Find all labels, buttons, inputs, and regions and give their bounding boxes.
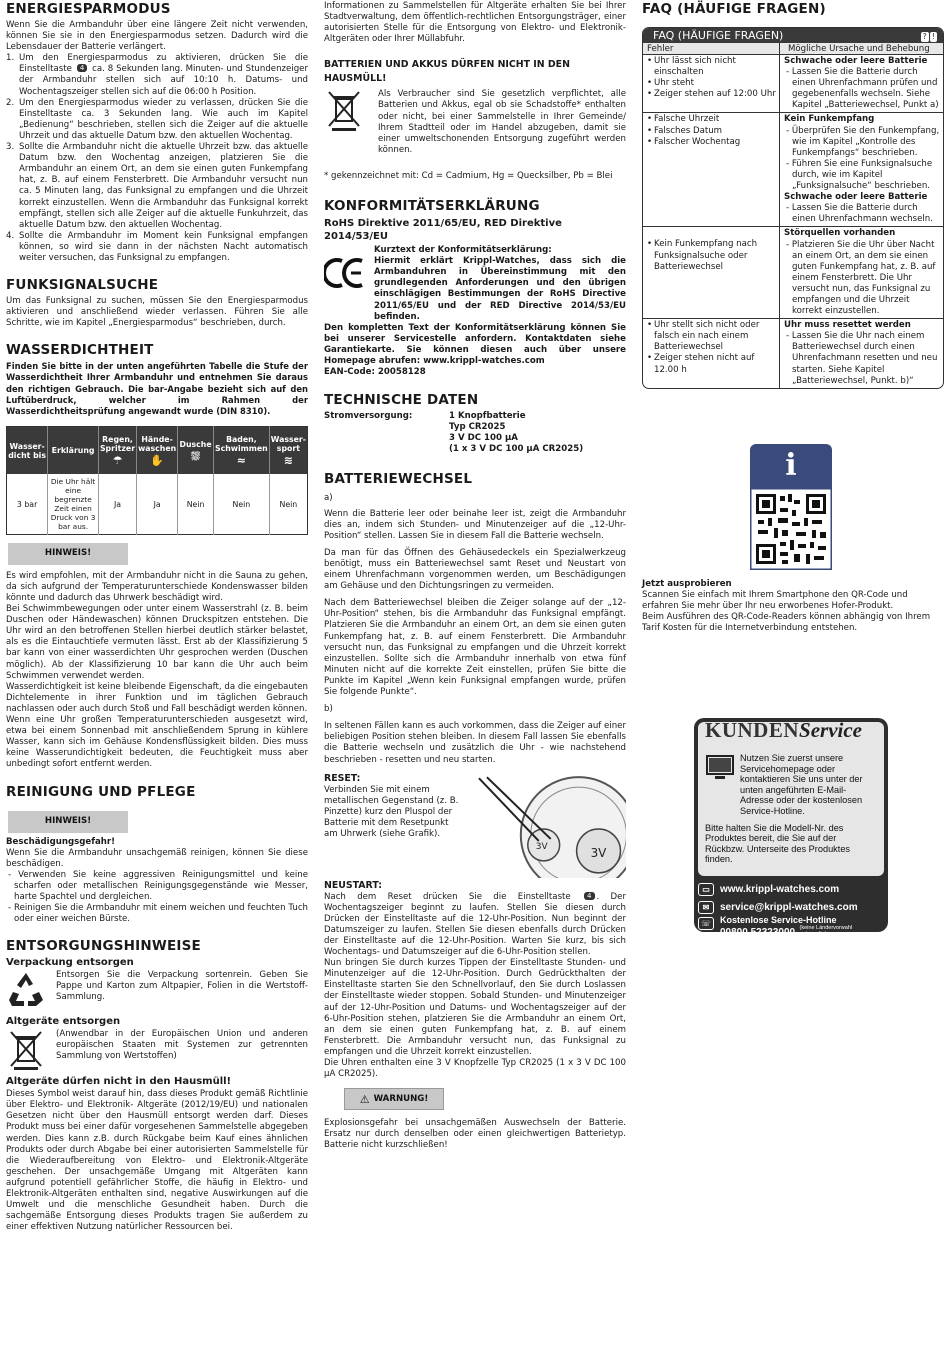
neustart-text: Nach dem Reset drücken Sie die Einstelltaste 4 . Der Wochentagszeiger beginnt zu laufen. Stellen Sie diesen durch Drücken der Einstelltaste auf die 12-Uhr-Position. Nun beginnt der Datumszeiger zu laufen. Stellen Sie diesen ebenfalls durch Drücken der Einstelltaste auf die 12-Uhr-Position. Warten Sie kurz, bis sich Wochentags- und Datumszeiger auf die 6-Uhr-Position stellen. [324, 891, 626, 958]
table-cell: Nein [178, 474, 214, 534]
phone-icon: ☏ [698, 917, 714, 930]
column-right [642, 0, 944, 634]
handwash-icon: ✋ [150, 454, 164, 468]
altgeraete-block [6, 1029, 308, 1071]
service-line1: Nutzen Sie zuerst unsere Servicehomepage oder kontaktieren Sie uns unter der unten angeführten E-Mail-Adresse oder der kostenlosen Service-Hotline. [740, 753, 863, 816]
list-item: - Reinigen Sie die Armbanduhr mit einem weichen und feuchten Tuch oder einer weichen Bürste. [8, 902, 308, 925]
website-icon [705, 753, 735, 783]
battery-label: 3V [535, 841, 548, 852]
section-title-energiesparmodus: ENERGIESPARMODUS [6, 1, 171, 17]
globe-icon: ▭ [698, 883, 714, 896]
konformitaet-more: Den kompletten Text der Konformitätserklärung können Sie bei unserer Servicestelle anfordern. Kontaktdaten siehe Garantiekarte. Sie können diesen auch über unsere Homepage abrufen: www.krippl-watches.com [324, 322, 626, 366]
table-cell: 3 bar [7, 474, 48, 534]
table-header: Wasser-dicht bis [7, 426, 48, 474]
batteriewechsel-b-text: In seltenen Fällen kann es auch vorkommen, dass die Zeiger auf einer beliebigen Position stehen bleiben. In diesem Fall lassen Sie ebenfalls die Batterie wechseln und zusätzlich die Uhr - wie nachstehend beschrieben - resetten und neu starten. [324, 721, 626, 765]
warning-icon: ⚠ [359, 1092, 370, 1106]
batterien-block [324, 89, 626, 156]
shower-icon: ⛆ [191, 449, 200, 463]
table-header: Erklärung [48, 426, 99, 474]
section-title-konformitaet: KONFORMITÄTSERKLÄRUNG [324, 198, 540, 215]
funksignalsuche-text: Um das Funksignal zu suchen, müssen Sie den Energiesparmodus aktivieren und anschließend wieder verlassen. Führen Sie alle Schritte, wie im Kapitel „Energiesparmodus“ beschrieben, durch. [6, 296, 308, 329]
key-4-icon: 4 [584, 892, 594, 900]
envelope-icon: ✉ [698, 901, 714, 914]
verpackung-title: Verpackung entsorgen [6, 957, 134, 969]
service-email[interactable]: ✉ service@krippl-watches.com [698, 899, 884, 915]
table-cell: Nein [213, 474, 269, 534]
hausmuell-title: Altgeräte dürfen nicht in den Hausmüll! [6, 1076, 232, 1088]
qr-code[interactable] [750, 488, 832, 570]
list-item: 2. Um den Energiesparmodus wieder zu verlassen, drücken Sie die Einstelltaste ca. 3 Sekunden lang. Wie auch im Kapitel „Bedienung“ beschrieben, stellen sich die Zeiger auf die aktuelle Uhrzeit und das aktuelle Datum bzw. den aktuellen Wochentag. [6, 97, 308, 141]
list-item: 3. Sollte die Armbanduhr nicht die aktuelle Uhrzeit bzw. das aktuelle Datum bzw. den Wochentag anzeigen, platzieren Sie die Armbanduhr an einem Ort, an dem sie einen guten Funkempfang hat, z. B. auf einem Fensterbrett. Die Armbanduhr versucht nun ca. 5 Minuten lang, das Funksignal zu empfangen und die Uhrzeit korrekt einzustellen. Wenn die Armbanduhr das Funksignal korrekt empfängt, stellen sich alle Zeiger auf die aktuelle Funkuhrzeit, das aktuelle Datum bzw. den aktuellen Wochentag. [6, 142, 308, 230]
hinweis-badge: HINWEIS! [8, 811, 128, 833]
rain-icon: ☂ [112, 454, 123, 468]
konformitaet-block [324, 245, 626, 323]
list-item: 4. Sollte die Armbanduhr im Moment kein Funksignal empfangen können, so wird sie dann in der nächsten Nacht automatisch weiter versuchen, das Funksignal zu empfangen. [6, 230, 308, 263]
reinigung-text: Wenn Sie die Armbanduhr unsachgemäß reinigen, können Sie diese beschädigen. [6, 847, 308, 869]
section-title-wasserdichtheit: WASSERDICHTHEIT [6, 342, 154, 359]
qr-text: Scannen Sie einfach mit Ihrem Smartphone den QR-Code und erfahren Sie mehr über Ihr neu erworbenes Hofer-Produkt. Beim Ausführen des QR-Code-Readers können abhängig von Ihrem Tarif Kosten für die Internetverbindung entstehen. [642, 590, 931, 634]
battery-label: 3V [590, 845, 606, 860]
service-info [698, 718, 884, 876]
table-row: • Kein Funkempfang nach Funksignalsuche oder Batteriewechsel Störquellen vorhanden - Platzieren Sie die Uhr über Nacht an einem Ort, an dem sie einen guten Funkempfang hat, z. B. auf einem Fensterbrett. Die Uhr versucht nun, das Funksignal zu empfangen und die Uhrzeit korrekt einzustellen. [643, 227, 943, 319]
watersport-icon: ≋ [283, 454, 293, 468]
ce-mark-icon [324, 253, 366, 293]
kundenservice-logo: KUNDENService [705, 718, 862, 742]
customer-service-box [694, 718, 888, 939]
ean-code: EAN-Code: 20058128 [324, 367, 426, 378]
section-title-technische-daten: TECHNISCHE DATEN [324, 392, 479, 409]
table-row: • Falsche Uhrzeit • Falsches Datum • Falscher Wochentag Kein Funkempfang - Überprüfen Sie den Funkempfang, wie im Kapitel „Kontrolle des Funkempfangs“ beschrieben. - Führen Sie eine Funksignalsuche durch, wie im Kapitel „Funksignalsuche“ beschrieben. Schwache oder leere Batterie - Lassen Sie die Batterie durch einen Uhrenfachmann wechseln. [643, 113, 943, 227]
crossed-bin-icon [324, 89, 364, 133]
section-title-reinigung: REINIGUNG UND PFLEGE [6, 783, 196, 800]
table-cell: Ja [98, 474, 136, 534]
sammelstellen-text: Informationen zu Sammelstellen für Altgeräte erhalten Sie bei Ihrer Stadtverwaltung, dem öffentlich-rechtlichen Entsorgungsträger, einer autorisierten Stelle für die Entsorgung von Elektro- und Elektronik-Altgeräten oder Ihrer Müllabfuhr. [324, 1, 626, 45]
tech-values: 1 Knopfbatterie Typ CR2025 3 V DC 100 µA (1 x 3 V DC 100 µA CR2025) [449, 411, 584, 455]
batterien-footnote: * gekennzeichnet mit: Cd = Cadmium, Hg = Quecksilber, Pb = Blei [324, 170, 613, 181]
tech-data-row [324, 411, 626, 455]
battery-reset-diagram [459, 773, 626, 878]
table-header: Baden, Schwimmen ≈ [213, 426, 269, 474]
section-title-entsorgung: ENTSORGUNGSHINWEISE [6, 938, 201, 955]
batteriewechsel-a-text3: Nach dem Batteriewechsel bleiben die Zeiger solange auf der „12-Uhr-Position“ stehen, bis die Armbanduhr das Funksignal empfängt. Platzieren Sie die Armbanduhr an einem Ort, an dem sie einen guten Funkempfang hat, z. B. auf einem Fensterbrett. Die Armbanduhr versucht nun, das Funksignal zu empfangen und die Uhrzeit korrekt einzustellen. Sollte sich die Armbanduhr innerhalb von etwa fünf Minuten nicht auf die korrekte Zeit einstellen, prüfen Sie bitte die Punkte im Kapitel „Wenn kein Funksignal empfangen wurde, prüfen Sie folgende Punkte“. [324, 598, 626, 698]
section-title-batteriewechsel: BATTERIEWECHSEL [324, 470, 473, 487]
qr-title: Jetzt ausprobieren [642, 579, 732, 589]
faq-box-header: FAQ (HÄUFIGE FRAGEN) ? ! [643, 28, 943, 43]
service-hotline[interactable]: ☏ Kostenlose Service-Hotline 00800 52323000 (keine Ländervorwahl notwendig) [698, 915, 884, 938]
list-item: 1. Um den Energiesparmodus zu aktivieren, drücken Sie die Einstelltaste 4 ca. 8 Sekunden lang. Minuten- und Stundenzeiger der Armbanduhr stellen sich auf 10:10 h. Datums- und Wochentagszeiger stellen sich auf die 06:00 h Position. [6, 53, 308, 97]
verpackung-text: Entsorgen Sie die Verpackung sortenrein. Geben Sie Pappe und Karton zum Altpapier, Folien in die Wertstoff-Sammlung. [56, 970, 308, 1003]
recycle-icon [6, 970, 46, 1010]
neustart-text3: Die Uhren enthalten eine 3 V Knopfzelle Typ CR2025 (1 x 3 V DC 100 µA CR2025). [324, 1058, 626, 1080]
reset-title: RESET: [324, 772, 361, 784]
verpackung-block [6, 970, 308, 1010]
key-4-icon: 4 [77, 64, 87, 72]
altgeraete-text: (Anwendbar in der Europäischen Union und anderen europäischen Staaten mit Systemen zur getrennten Sammlung von Wertstoffen) [56, 1029, 308, 1062]
batterien-title: BATTERIEN UND AKKUS DÜRFEN NICHT IN DEN HAUSMÜLL! [324, 59, 570, 85]
table-header: Regen, Spritzer ☂ [98, 426, 136, 474]
faq-bubbles-icon: ? ! [922, 32, 935, 41]
column-middle [324, 0, 626, 1151]
info-qr-block [750, 444, 832, 570]
reinigung-subtitle: Beschädigungsgefahr! [6, 836, 116, 847]
table-row: • Uhr stellt sich nicht oder falsch ein nach einem Batteriewechsel • Zeiger stehen nicht auf 12.00 h Uhr muss resettet werden - Lassen Sie die Uhr nach einem Batteriewechsel durch einen Uhrenfachmann resetten und neu starten. Siehe Kapitel „Batteriewechsel, Punkt. b)“ [643, 319, 943, 388]
warning-text: Explosionsgefahr bei unsachgemäßen Auswechseln der Batterie. Ersatz nur durch denselben oder einen gleichwertigen Batterietyp. Batterie nicht kurzschließen! [324, 1118, 626, 1151]
water-resistance-table [6, 426, 308, 535]
batterien-text: Als Verbraucher sind Sie gesetzlich verpflichtet, alle Batterien und Akkus, egal ob sie Schadstoffe* enthalten oder nicht, bei einer Sammelstelle in Ihrer Gemeinde/ Ihrem Stadtteil oder im Handel abzugeben, damit sie einer umweltschonenden Entsorgung zugeführt werden können. [378, 89, 626, 155]
faq-column-headers: Fehler Mögliche Ursache und Behebung [643, 43, 943, 55]
konformitaet-subtitle: RoHS Direktive 2011/65/EU, RED Direktive 2014/53/EU [324, 218, 562, 243]
table-cell: Nein [279, 499, 298, 509]
wasserdichtheit-body: Es wird empfohlen, mit der Armbanduhr nicht in die Sauna zu gehen, da sich aufgrund der Temperaturunterschiede Kondenswasser bilden könnte und dadurch das Uhrwerk beschädigt wird. Bei Schwimmbewegungen oder unter einem Wasserstrahl (z. B. beim Duschen oder Händewaschen) können Druckspitzen entstehen. Die Uhr wird an den betroffenen Stellen hierbei deutlich stärker belastet, als es die Eintauchtiefe vermuten lässt. Erst ab der Klassifizierung 5 bar kann von einer wasserdichten Uhr gesprochen werden (Duschen möglich). Ab der Klassifizierung 10 bar kann die Uhr auch beim Schwimmen verwendet werden. Wasserdichtigkeit ist keine bleibende Eigenschaft, da die eingebauten Dichtelemente in ihrer Funktion und im täglichen Gebrauch nachlassen oder auch durch Stoß und Fall beschädigt werden können. Wenn eine Uhr großen Temperaturunterschieden ausgesetzt wird, etwa bei einem Sonnenbad mit anschließendem Sprung in kühlere Wasser, kann sich im Gehäuse Kondensflüssigkeit bilden. Dies muss keine Wasserundichtigkeit bedeuten, die Feuchtigkeit muss aber unbedingt sofort entfernt werden. [6, 570, 308, 770]
neustart-title: NEUSTART: [324, 879, 382, 891]
konformitaet-kurztext: Kurztext der Konformitätserklärung: [374, 245, 552, 256]
konformitaet-text: Hiermit erklärt Krippl-Watches, dass sich die Armbanduhren in Übereinstimmung mit den grundlegenden Anforderungen und den übrigen einschlägigen Bestimmungen der RoHS Directive 2011/65/EU und der RED Directive 2014/53/EU befinden. [374, 256, 626, 322]
energiesparmodus-intro: Wenn Sie die Armbanduhr über eine längere Zeit nicht verwenden, können Sie sie in den Energiesparmodus setzen. Dadurch wird die Lebensdauer der Batterie verlängert. [6, 20, 308, 53]
section-a-label: a) [324, 492, 333, 503]
warning-badge: ⚠ WARNUNG! [344, 1088, 444, 1110]
hausmuell-text: Dieses Symbol weist darauf hin, dass dieses Produkt gemäß Richtlinie über Elektro- und Elektronik- Altgeräte (2012/19/EU) und nationalen Gesetzen nicht über den Hausmüll entsorgt werden darf. Dieses Produkt muss bei einer dafür vorgesehenen Sammelstelle abgegeben werden. Dies kann z.B. durch Rückgabe beim Kauf eines ähnlichen Produkts oder durch Abgabe bei einer autorisierten Sammelstelle für die Wiederaufbereitung von Elektro- und Elektronik-Altgeräte geschehen. Der unsachgemäße Umgang mit Altgeräten kann aufgrund potentiell gefährlicher Stoffe, die häufig in Elektro- und Elektronik-Altgeräten enthalten sind, negative Auswirkungen auf die Umwelt und die menschliche Gesundheit haben. Durch die sachgemäße Entsorgung dieses Produkts tragen Sie außerdem zu einer effektiven Nutzung natürlicher Ressourcen bei. [6, 1089, 308, 1233]
table-header: Hände-waschen ✋ [137, 426, 178, 474]
energiesparmodus-steps [6, 53, 308, 264]
qr-text-block [642, 579, 944, 634]
wasserdichtheit-intro: Finden Sie bitte in der unten angeführten Tabelle die Stufe der Wasserdichtheit Ihrer Armbanduhr und entnehmen Sie daraus den richtigen Gebrauch. Die bar-Angabe bezieht sich auf den Luftüberdruck, welcher im Rahmen der Wasserdichtheitsprüfung angewandt wurde (DIN 8310). [6, 361, 308, 416]
altgeraete-title: Altgeräte entsorgen [6, 1016, 121, 1028]
hinweis-badge: HINWEIS! [8, 543, 128, 565]
table-row [7, 474, 308, 534]
table-header: Dusche ⛆ [178, 426, 214, 474]
service-website[interactable]: ▭ www.krippl-watches.com [698, 881, 884, 897]
table-row: • Uhr lässt sich nicht einschalten • Uhr steht • Zeiger stehen auf 12:00 Uhr Schwache oder leere Batterie - Lassen Sie die Batterie durch einen Uhrenfachmann prüfen und gegebenenfalls wechseln. Siehe Kapitel „Batteriewechsel, Punkt a) [643, 55, 943, 113]
neustart-text2: Nun bringen Sie durch kurzes Tippen der Einstelltaste Stunden- und Minutenzeiger auf die 12-Uhr-Position. Durch Gedrückthalten der Einstelltaste starten Sie den Schnellvorlauf, den Sie durch Loslassen der Einstelltaste wieder stoppen. Sobald Stunden- und Minutenzeiger auf der 12-Uhr-Position und Datums- und Wochentagszeiger auf der 6-Uhr-Position stehen, platzieren Sie die Armbanduhr an einem Ort, an dem sie einen guten Funkempfang hat, z. B. auf einem Fensterbrett. Die Armbanduhr versucht nun, das Funksignal zu empfangen und die Uhrzeit korrekt einzustellen. [324, 958, 626, 1057]
list-item: - Verwenden Sie keine aggressiven Reinigungsmittel und keine scharfen oder metallischen Reinigungsgegenstände wie Messer, harte Spachtel und dergleichen. [8, 869, 308, 902]
faq-table [642, 27, 944, 389]
section-title-funksignalsuche: FUNKSIGNALSUCHE [6, 277, 159, 294]
section-b-label: b) [324, 704, 333, 715]
table-cell: Die Uhr hält eine begrenzte Zeit einen Druck von 3 bar aus. [48, 474, 99, 534]
column-left [6, 0, 308, 1233]
info-icon: i [750, 444, 832, 488]
reset-block [324, 773, 626, 878]
batteriewechsel-a-text2: Da man für das Öffnen des Gehäusedeckels ein Spezialwerkzeug benötigt, muss ein Batteriewechsel samt Reset und Neustart von einem Uhrenfachmann vorgenommen werden, um Beschädigungen am Gehäuse und den Dichtungsringen zu vermeiden. [324, 547, 626, 592]
table-header: Wasser-sport ≋ [269, 426, 307, 474]
swimming-icon: ≈ [236, 454, 246, 468]
table-cell: Ja [137, 474, 178, 534]
crossed-bin-icon [6, 1029, 46, 1071]
reset-text: Verbinden Sie mit einem metallischen Gegenstand (z. B. Pinzette) kurz den Pluspol der Batterie mit dem Resetpunkt am Uhrwerk (siehe Grafik). [324, 784, 459, 839]
section-title-faq: FAQ (HÄUFIGE FRAGEN) [642, 1, 826, 17]
service-line2: Bitte halten Sie die Modell-Nr. des Produktes bereit, die Sie auf der Rückbzw. Unterseite des Produktes finden. [705, 822, 851, 865]
batteriewechsel-a-text1: Wenn die Batterie leer oder beinahe leer ist, zeigt die Armbanduhr dies an, indem sich Stunden- und Minutenzeiger auf die „12-Uhr-Position“ stellen. Lassen Sie in diesem Fall die Batterie wechseln. [324, 508, 626, 541]
tech-label: Stromversorgung: [324, 411, 413, 422]
